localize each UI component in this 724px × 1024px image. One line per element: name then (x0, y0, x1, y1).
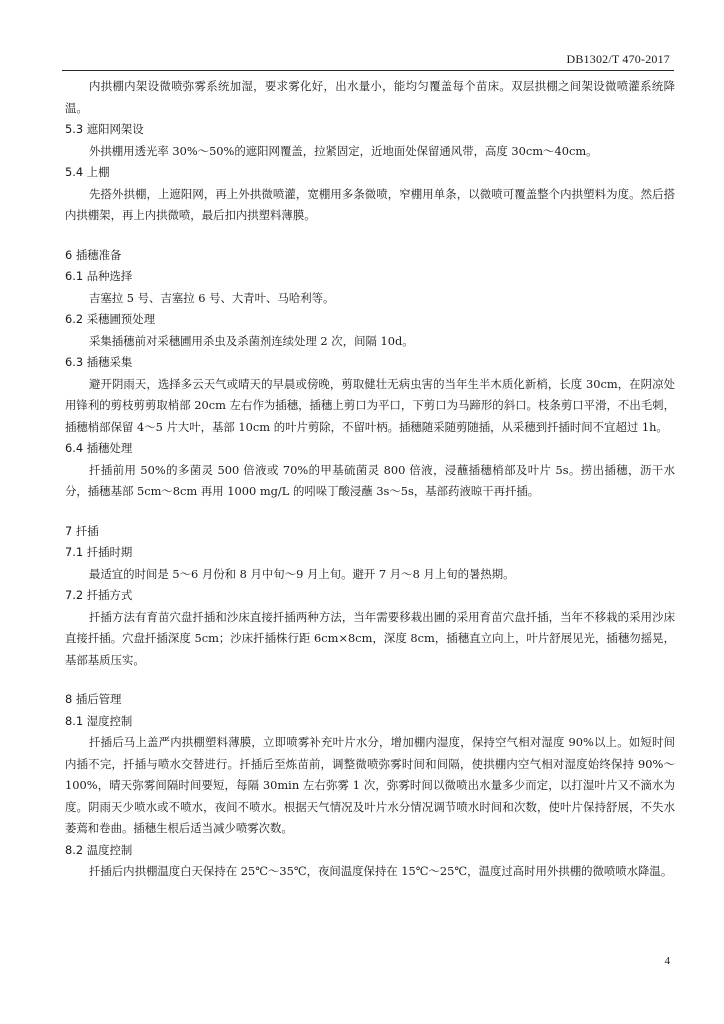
section-heading: 8.1 湿度控制 (65, 713, 133, 728)
section-heading: 6.1 品种选择 (65, 269, 133, 283)
body-paragraph: 避开阴雨天，选择多云天气或晴天的早晨或傍晚，剪取健壮无病虫害的当年生半木质化新梢，长度 30cm，在阴凉处用锋利的剪枝剪剪取梢部 20cm 左右作为插穗，插穗上剪口为平口，下剪口为马蹄形的斜口。枝条剪口平滑，不出毛刺，插穗梢部保留 4～5 片大叶，基部 10cm 的叶片剪除，不留叶柄。插穗随采随剪随插，从采穗到扦插时间不宜超过 1h。 (65, 376, 675, 434)
body-paragraph: 扦插后马上盖严内拱棚塑料薄膜，立即喷雾补充叶片水分，增加棚内湿度，保持空气相对湿度 90%以上。如短时间内插不完，扦插与喷水交替进行。扦插后至炼苗前，调整微喷弥雾时间和间隔，使拱棚内空气相对湿度始终保持 90%～100%，晴天弥雾间隔时间要短，每隔 30min 左右弥雾 1 次，弥雾时间以微喷出水量多少而定，以打湿叶片又不滴水为度。阴雨天少喷水或不喷水，夜间不喷水。根据天气情况及叶片水分情况调节喷水时间和次数，使叶片保持舒展，不失水萎蔫和卷曲。插穗生根后适当减少喷雾次数。 (65, 735, 675, 835)
body-paragraph: 吉塞拉 5 号、吉塞拉 6 号、大青叶、马哈利等。 (89, 290, 335, 305)
chapter-heading: 6 插穗准备 (65, 247, 122, 262)
section-heading: 7.1 扦插时期 (65, 545, 133, 559)
section-heading: 7.2 扦插方式 (65, 588, 133, 602)
document-body (65, 76, 675, 883)
body-paragraph: 外拱棚用透光率 30%～50%的遮阳网覆盖，拉紧固定，近地面处保留通风带，高度 30cm～40cm。 (89, 143, 598, 158)
section-heading: 5.3 遮阳网架设 (65, 122, 144, 136)
body-paragraph: 采集插穗前对采穗圃用杀虫及杀菌剂连续处理 2 次，间隔 10d。 (89, 333, 414, 348)
body-paragraph: 先搭外拱棚，上遮阳网，再上外拱微喷灌，宽棚用多条微喷，窄棚用单条，以微喷可覆盖整个内拱塑料为度。然后搭内拱棚架，再上内拱微喷，最后扣内拱塑料薄膜。 (65, 186, 675, 222)
document-code: DB1302/T 470-2017 (566, 52, 670, 66)
section-heading: 5.4 上棚 (65, 165, 110, 179)
section-heading: 6.4 插穗处理 (65, 441, 133, 455)
chapter-heading: 7 扦插 (65, 523, 99, 538)
chapter-heading: 8 插后管理 (65, 692, 122, 706)
body-paragraph: 内拱棚内架设微喷弥雾系统加湿，要求雾化好，出水量小，能均匀覆盖每个苗床。双层拱棚之间架设微喷灌系统降温。 (65, 79, 675, 115)
body-paragraph: 扦插后内拱棚温度白天保持在 25℃～35℃，夜间温度保持在 15℃～25℃，温度过高时用外拱棚的微喷喷水降温。 (89, 864, 673, 878)
section-heading: 6.2 采穗圃预处理 (65, 312, 156, 326)
header-divider (62, 70, 674, 71)
section-heading: 8.2 温度控制 (65, 842, 133, 857)
section-heading: 6.3 插穗采集 (65, 355, 133, 369)
body-paragraph: 最适宜的时间是 5～6 月份和 8 月中旬～9 月上旬。避开 7 月～8 月上旬的暑热期。 (89, 566, 515, 581)
body-paragraph: 扦插方法有育苗穴盘扦插和沙床直接扦插两种方法，当年需要移栽出圃的采用育苗穴盘扦插，当年不移栽的采用沙床直接扦插。穴盘扦插深度 5cm；沙床扦插株行距 6cm×8cm，深度 8cm，插穗直立向上，叶片舒展见光，插穗勿摇晃，基部基质压实。 (65, 609, 675, 667)
page-number: 4 (664, 955, 670, 967)
body-paragraph: 扦插前用 50%的多菌灵 500 倍液或 70%的甲基硫菌灵 800 倍液，浸蘸插穗梢部及叶片 5s。捞出插穗，沥干水分，插穗基部 5cm～8cm 再用 1000 mg/L 的吲哚丁酸浸蘸 3s～5s，基部药液晾干再扦插。 (65, 462, 675, 498)
